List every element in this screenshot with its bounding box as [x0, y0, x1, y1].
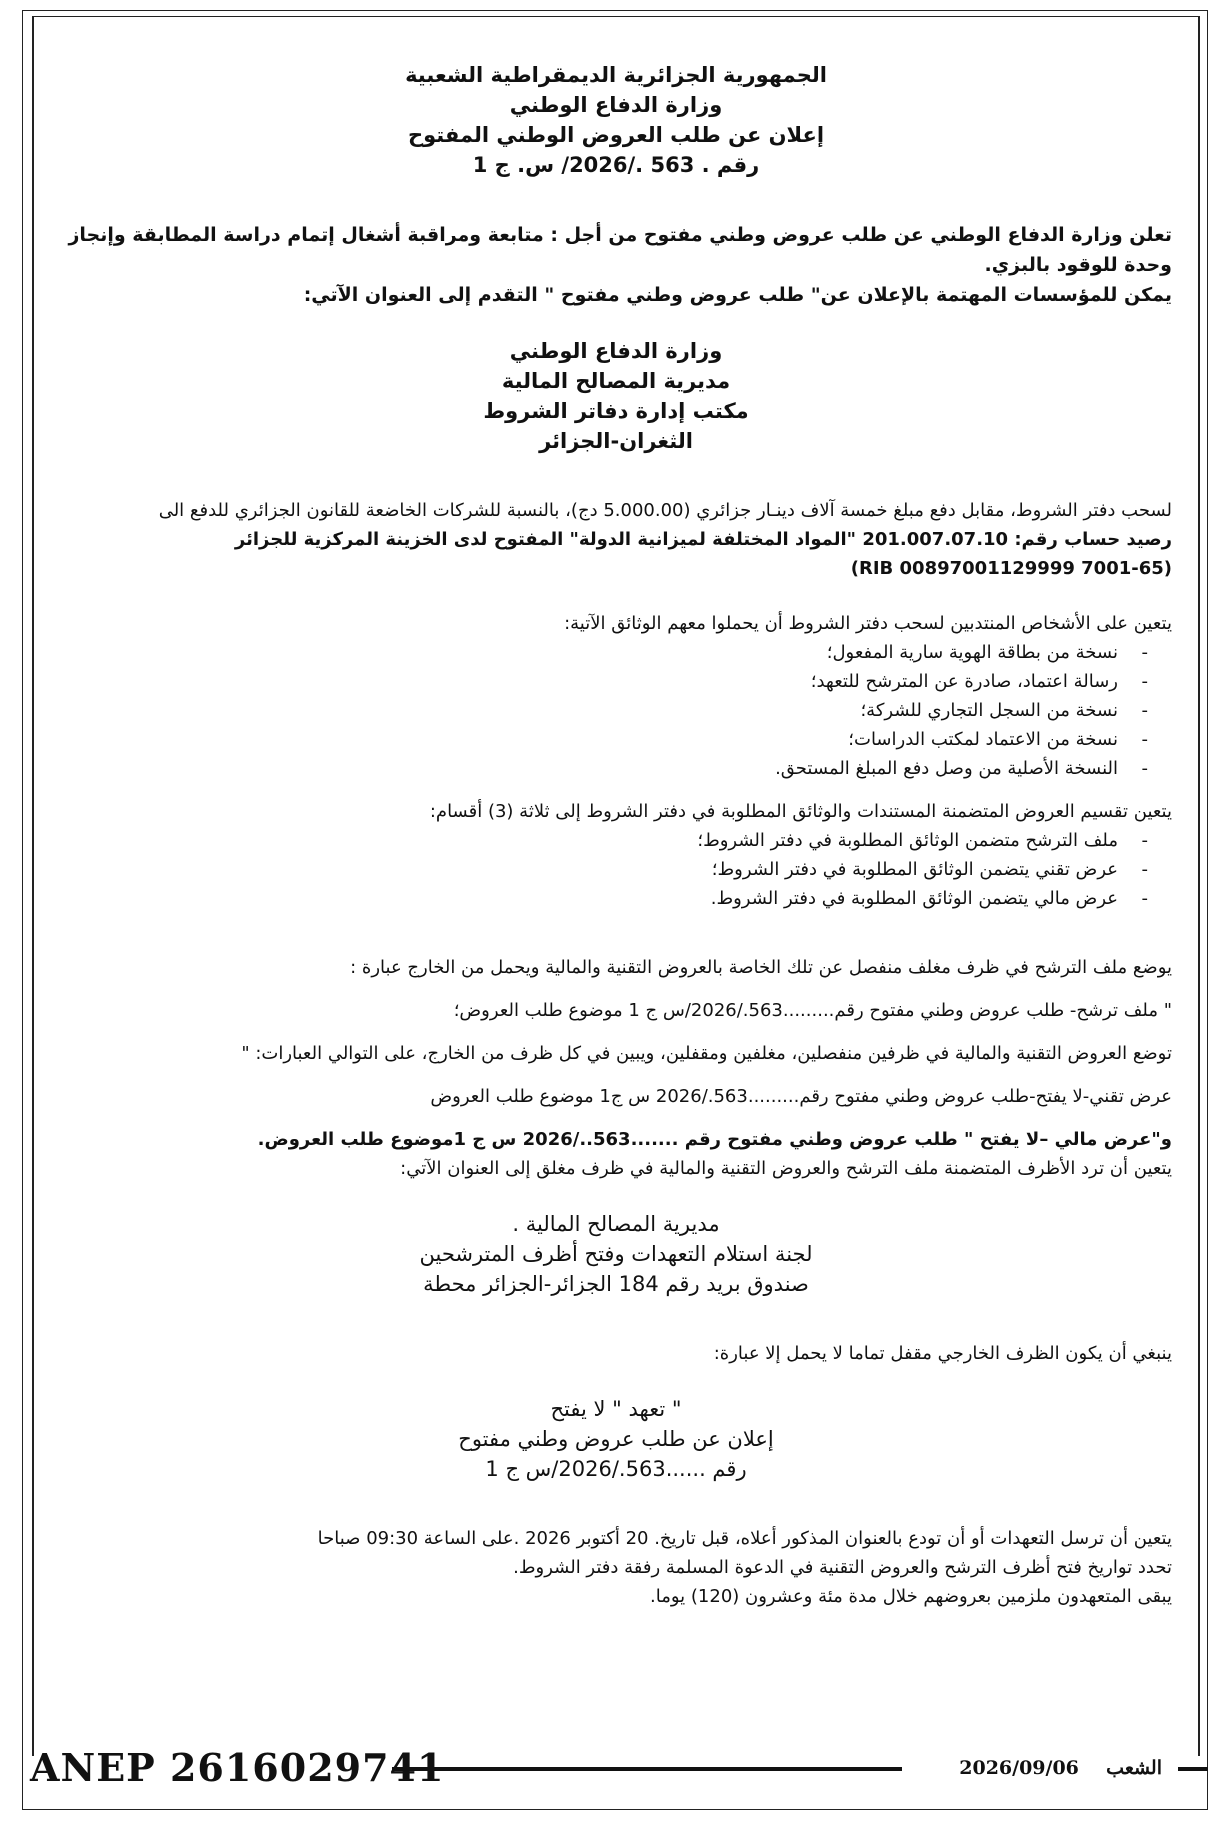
- payment-rib: (RIB 00897001129999 7001-65): [850, 558, 1172, 579]
- intro-object: تعلن وزارة الدفاع الوطني عن طلب عروض وطني مفتوح من أجل : متابعة ومراقبة أشغال إتمام دراسة المطابقة وإنجاز وحدة للوقود بالبزي.: [68, 224, 1172, 276]
- payment-line2: رصيد حساب رقم: 201.007.07.10 "المواد المختلفة لميزانية الدولة" المفتوح لدى الخزينة المركزية للجزائر: [234, 529, 1172, 550]
- footer: [0, 1745, 1232, 1805]
- list-item: - عرض تقني يتضمن الوثائق المطلوبة في دفتر الشروط؛: [60, 855, 1148, 884]
- envelope-candidacy-label: " ملف ترشح- طلب عروض وطني مفتوح رقم.........563./2026/س ج 1 موضوع طلب العروض؛: [453, 1000, 1172, 1021]
- outer-envelope-line3: رقم ......563./2026/س ج 1: [485, 1457, 747, 1481]
- closing-validity: يبقى المتعهدون ملزمين بعروضهم خلال مدة مئة وعشرون (120) يوما.: [650, 1586, 1172, 1607]
- list-item: - نسخة من الاعتماد لمكتب الدراسات؛: [60, 725, 1148, 754]
- republic-line: الجمهورية الجزائرية الديمقراطية الشعبية: [405, 63, 827, 87]
- announcement-title: إعلان عن طلب العروض الوطني المفتوح: [407, 123, 825, 147]
- list-item: - النسخة الأصلية من وصل دفع المبلغ المستحق.: [60, 754, 1148, 783]
- outer-envelope-line1: " تعهد " لا يفتح: [550, 1397, 682, 1421]
- publication-info: [959, 1757, 1162, 1779]
- envelope-technical-label: عرض تقني-لا يفتح-طلب عروض وطني مفتوح رقم.........563./2026 س ج1 موضوع طلب العروض: [430, 1086, 1172, 1107]
- outer-envelope-line2: إعلان عن طلب عروض وطني مفتوح: [458, 1427, 774, 1451]
- address2-committee: لجنة استلام التعهدات وفتح أظرف المترشحين: [419, 1242, 813, 1266]
- ministry-line: وزارة الدفاع الوطني: [509, 93, 723, 117]
- announcement-number: رقم . 563 ./2026/ س. ج 1: [472, 153, 760, 177]
- sections-list: [60, 826, 1172, 913]
- docs-lead: يتعين على الأشخاص المنتدبين لسحب دفتر الشروط أن يحملوا معهم الوثائق الآتية:: [564, 613, 1172, 634]
- address1-directorate: مديرية المصالح المالية: [501, 369, 731, 393]
- outer-envelope-lead: ينبغي أن يكون الظرف الخارجي مقفل تماما لا يحمل إلا عبارة:: [713, 1343, 1172, 1364]
- announcement-document: [60, 60, 1172, 1611]
- envelope-candidacy-lead: يوضع ملف الترشح في ظرف مغلف منفصل عن تلك الخاصة بالعروض التقنية والمالية ويحمل من الخارج عبارة :: [350, 957, 1172, 978]
- list-item: - عرض مالي يتضمن الوثائق المطلوبة في دفتر الشروط.: [60, 884, 1148, 913]
- footer-rule-right: [1178, 1767, 1208, 1771]
- closing-deadline: يتعين أن ترسل التعهدات أو أن تودع بالعنوان المذكور أعلاه، قبل تاريخ. 20 أكتوبر 2026 .على الساعة 09:30 صباحا: [317, 1528, 1172, 1549]
- address2-pobox: صندوق بريد رقم 184 الجزائر-الجزائر محطة: [423, 1272, 809, 1296]
- list-item: - رسالة اعتماد، صادرة عن المترشح للتعهد؛: [60, 667, 1148, 696]
- closing-opening-dates: تحدد تواريخ فتح أظرف الترشح والعروض التقنية في الدعوة المسلمة رفقة دفتر الشروط.: [513, 1557, 1172, 1578]
- address1-ministry: وزارة الدفاع الوطني: [509, 339, 723, 363]
- envelope-offers-lead: توضع العروض التقنية والمالية في ظرفين منفصلين، مغلفين ومقفلين، ويبين في كل ظرف من الخارج، على التوالي العبارات: ": [241, 1043, 1172, 1064]
- footer-rule-left: [392, 1767, 902, 1771]
- list-item: - نسخة من السجل التجاري للشركة؛: [60, 696, 1148, 725]
- publication-date: 2026/09/06: [959, 1757, 1079, 1779]
- intro-invitation: يمكن للمؤسسات المهتمة بالإعلان عن" طلب عروض وطني مفتوح " التقدم إلى العنوان الآتي:: [303, 284, 1172, 306]
- envelope-financial-label: و"عرض مالي –لا يفتح " طلب عروض وطني مفتوح رقم .......563../2026 س ج 1موضوع طلب العروض.: [257, 1129, 1172, 1150]
- address1-city: الثغران-الجزائر: [539, 429, 693, 453]
- address1-office: مكتب إدارة دفاتر الشروط: [483, 399, 749, 423]
- envelope-delivery-lead: يتعين أن ترد الأظرف المتضمنة ملف الترشح والعروض التقنية والمالية في ظرف مغلق إلى العنوان الآتي:: [400, 1158, 1172, 1179]
- docs-list: [60, 638, 1172, 783]
- anep-reference: ANEP 2616029741: [30, 1745, 445, 1790]
- address2-directorate: مديرية المصالح المالية .: [512, 1212, 720, 1236]
- payment-line1: لسحب دفتر الشروط، مقابل دفع مبلغ خمسة آلاف دينـار جزائري (5.000.00 دج)، بالنسبة للشركات الخاضعة للقانون الجزائري للدفع الى: [158, 500, 1172, 521]
- sections-lead: يتعين تقسيم العروض المتضمنة المستندات والوثائق المطلوبة في دفتر الشروط إلى ثلاثة (3) أقسام:: [429, 801, 1172, 822]
- list-item: - نسخة من بطاقة الهوية سارية المفعول؛: [60, 638, 1148, 667]
- list-item: - ملف الترشح متضمن الوثائق المطلوبة في دفتر الشروط؛: [60, 826, 1148, 855]
- newspaper-name: الشعب: [1106, 1757, 1162, 1779]
